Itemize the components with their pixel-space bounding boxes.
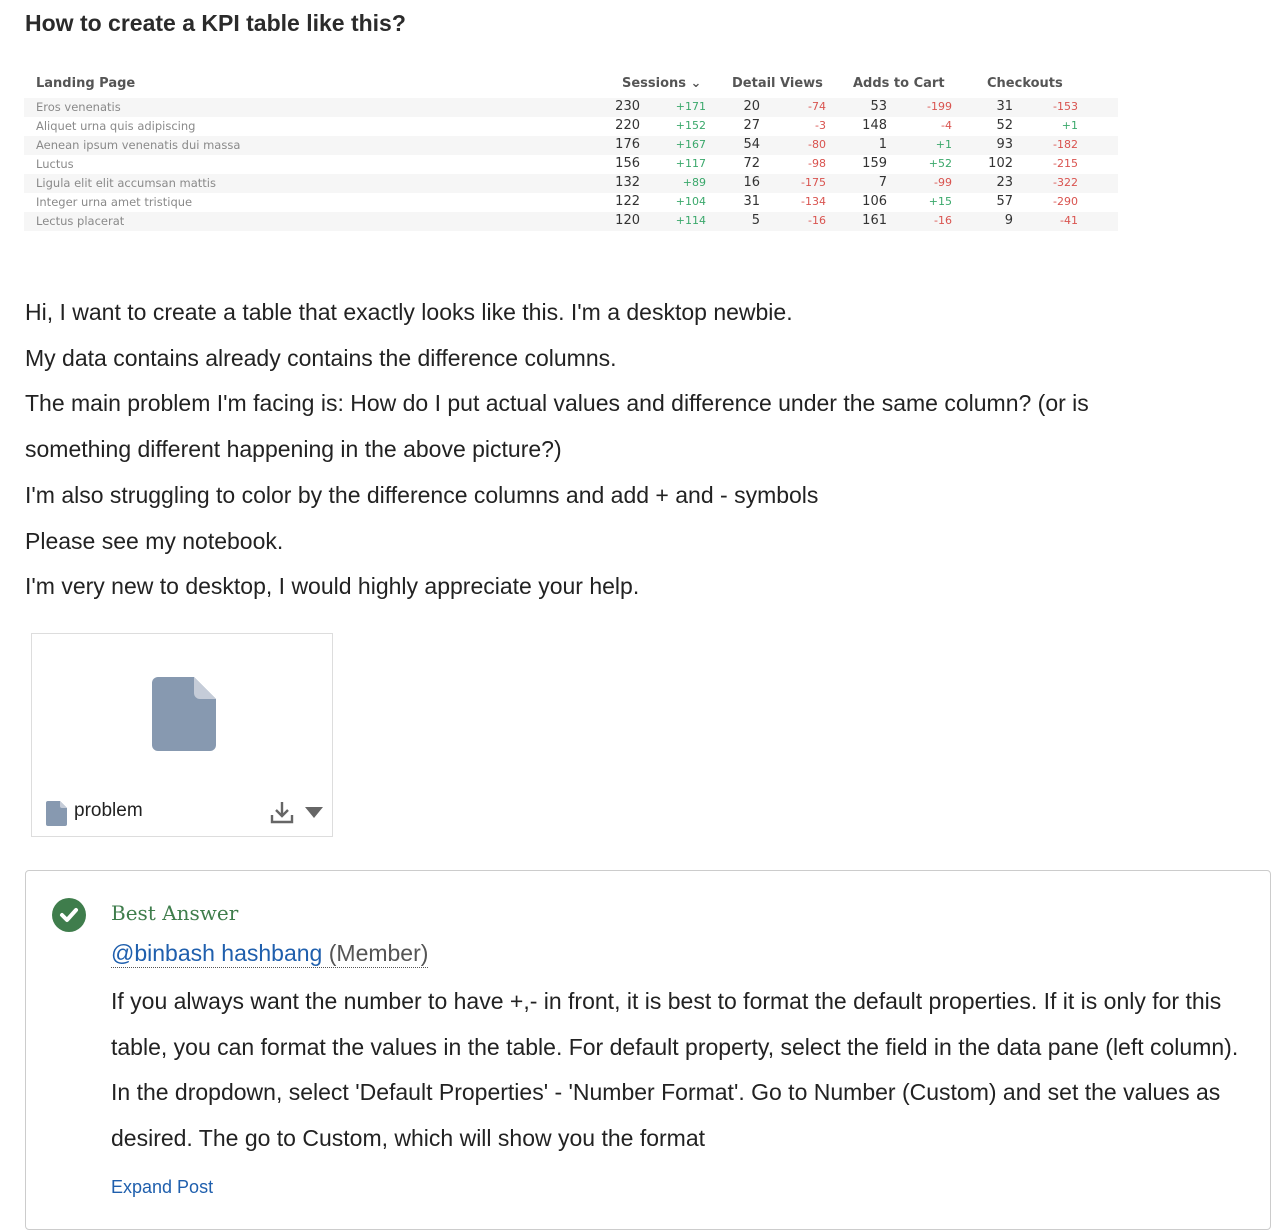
check-circle-icon (52, 898, 86, 932)
paragraph: Please see my notebook. (25, 527, 284, 554)
paragraph: The main problem I'm facing is: How do I put actual values and difference under the same column? (or is something different happening in the above picture?) (25, 390, 1089, 463)
value-cell: 27 (743, 118, 760, 133)
header-adds-to-cart: Adds to Cart (853, 76, 945, 91)
chevron-down-icon[interactable] (305, 807, 323, 818)
difference-cell: -98 (808, 157, 826, 170)
table-row (24, 98, 1118, 117)
difference-cell: +1 (935, 138, 952, 151)
difference-cell: -3 (815, 119, 826, 132)
difference-cell: -41 (1060, 214, 1078, 227)
value-cell: 148 (862, 118, 887, 133)
difference-cell: -290 (1053, 195, 1078, 208)
difference-cell: -134 (801, 195, 826, 208)
paragraph: I'm very new to desktop, I would highly appreciate your help. (25, 573, 640, 600)
value-cell: 52 (996, 118, 1013, 133)
value-cell: 7 (878, 175, 887, 190)
landing-page-name: Integer urna amet tristique (36, 195, 193, 209)
attachment-card[interactable] (31, 633, 333, 837)
value-cell: 220 (615, 118, 640, 133)
landing-page-name: Aliquet urna quis adipiscing (36, 119, 196, 133)
difference-cell: +52 (928, 157, 952, 170)
difference-cell: -80 (808, 138, 826, 151)
difference-cell: +167 (675, 138, 706, 151)
answer-body: If you always want the number to have +,- in front, it is best to format the default properties. If it is only for this table, you can format the values in the table. For default property, select the field in the data pane (left column). In the dropdown, select 'Default Properties' - 'Number Format'. Go to Number (Custom) and set the values as desired. The go to Custom, which will show you the format (111, 988, 1239, 1152)
author-line (111, 939, 428, 968)
landing-page-name: Ligula elit elit accumsan mattis (36, 176, 216, 190)
attachment-name[interactable]: problem (74, 800, 143, 821)
table-row (24, 174, 1118, 193)
value-cell: 132 (615, 175, 640, 190)
difference-cell: +89 (682, 176, 706, 189)
difference-cell: +1 (1061, 119, 1078, 132)
header-sessions: Sessions ⌄ (622, 76, 702, 91)
difference-cell: -99 (934, 176, 952, 189)
value-cell: 93 (996, 137, 1013, 152)
difference-cell: -175 (801, 176, 826, 189)
value-cell: 1 (878, 137, 887, 152)
difference-cell: +15 (928, 195, 952, 208)
question-title: How to create a KPI table like this? (25, 10, 406, 36)
difference-cell: +104 (675, 195, 706, 208)
file-icon (152, 677, 216, 751)
kpi-table-image (24, 66, 1118, 238)
value-cell: 120 (615, 213, 640, 228)
paragraph: My data contains already contains the difference columns. (25, 344, 617, 371)
value-cell: 16 (743, 175, 760, 190)
difference-cell: -199 (927, 100, 952, 113)
value-cell: 31 (996, 99, 1013, 114)
table-row (24, 155, 1118, 174)
difference-cell: +117 (675, 157, 706, 170)
landing-page-name: Lectus placerat (36, 214, 125, 228)
value-cell: 31 (743, 194, 760, 209)
difference-cell: -322 (1053, 176, 1078, 189)
table-row (24, 136, 1118, 155)
landing-page-name: Aenean ipsum venenatis dui massa (36, 138, 241, 152)
header-detail-views: Detail Views (732, 76, 823, 91)
best-answer-label: Best Answer (111, 901, 239, 925)
landing-page-name: Eros venenatis (36, 100, 121, 114)
table-row (24, 212, 1118, 231)
small-file-icon (46, 801, 67, 826)
difference-cell: -153 (1053, 100, 1078, 113)
value-cell: 72 (743, 156, 760, 171)
expand-post-link[interactable]: Expand Post (111, 1177, 214, 1197)
difference-cell: -215 (1053, 157, 1078, 170)
header-landing-page: Landing Page (36, 76, 136, 91)
value-cell: 23 (996, 175, 1013, 190)
table-row (24, 193, 1118, 212)
value-cell: 102 (988, 156, 1013, 171)
question-body (25, 290, 1195, 610)
paragraph: Hi, I want to create a table that exactly looks like this. I'm a desktop newbie. (25, 299, 793, 325)
difference-cell: -16 (934, 214, 952, 227)
value-cell: 57 (996, 194, 1013, 209)
difference-cell: +114 (675, 214, 706, 227)
value-cell: 9 (1004, 213, 1013, 228)
difference-cell: +171 (675, 100, 706, 113)
paragraph: I'm also struggling to color by the difference columns and add + and - symbols (25, 481, 819, 508)
download-icon[interactable] (270, 800, 294, 824)
value-cell: 230 (615, 99, 640, 114)
value-cell: 156 (615, 156, 640, 171)
header-checkouts: Checkouts (987, 76, 1063, 91)
difference-cell: -182 (1053, 138, 1078, 151)
value-cell: 5 (751, 213, 760, 228)
value-cell: 159 (862, 156, 887, 171)
author-role: (Member) (328, 940, 429, 966)
value-cell: 176 (615, 137, 640, 152)
value-cell: 20 (743, 99, 760, 114)
value-cell: 161 (862, 213, 887, 228)
value-cell: 53 (870, 99, 887, 114)
value-cell: 54 (743, 137, 760, 152)
difference-cell: -4 (941, 119, 952, 132)
best-answer-panel (25, 870, 1271, 1230)
value-cell: 106 (862, 194, 887, 209)
landing-page-name: Luctus (36, 157, 74, 171)
difference-cell: +152 (675, 119, 706, 132)
difference-cell: -74 (808, 100, 826, 113)
difference-cell: -16 (808, 214, 826, 227)
table-row (24, 117, 1118, 136)
author-link[interactable]: @binbash hashbang (111, 940, 323, 966)
value-cell: 122 (615, 194, 640, 209)
